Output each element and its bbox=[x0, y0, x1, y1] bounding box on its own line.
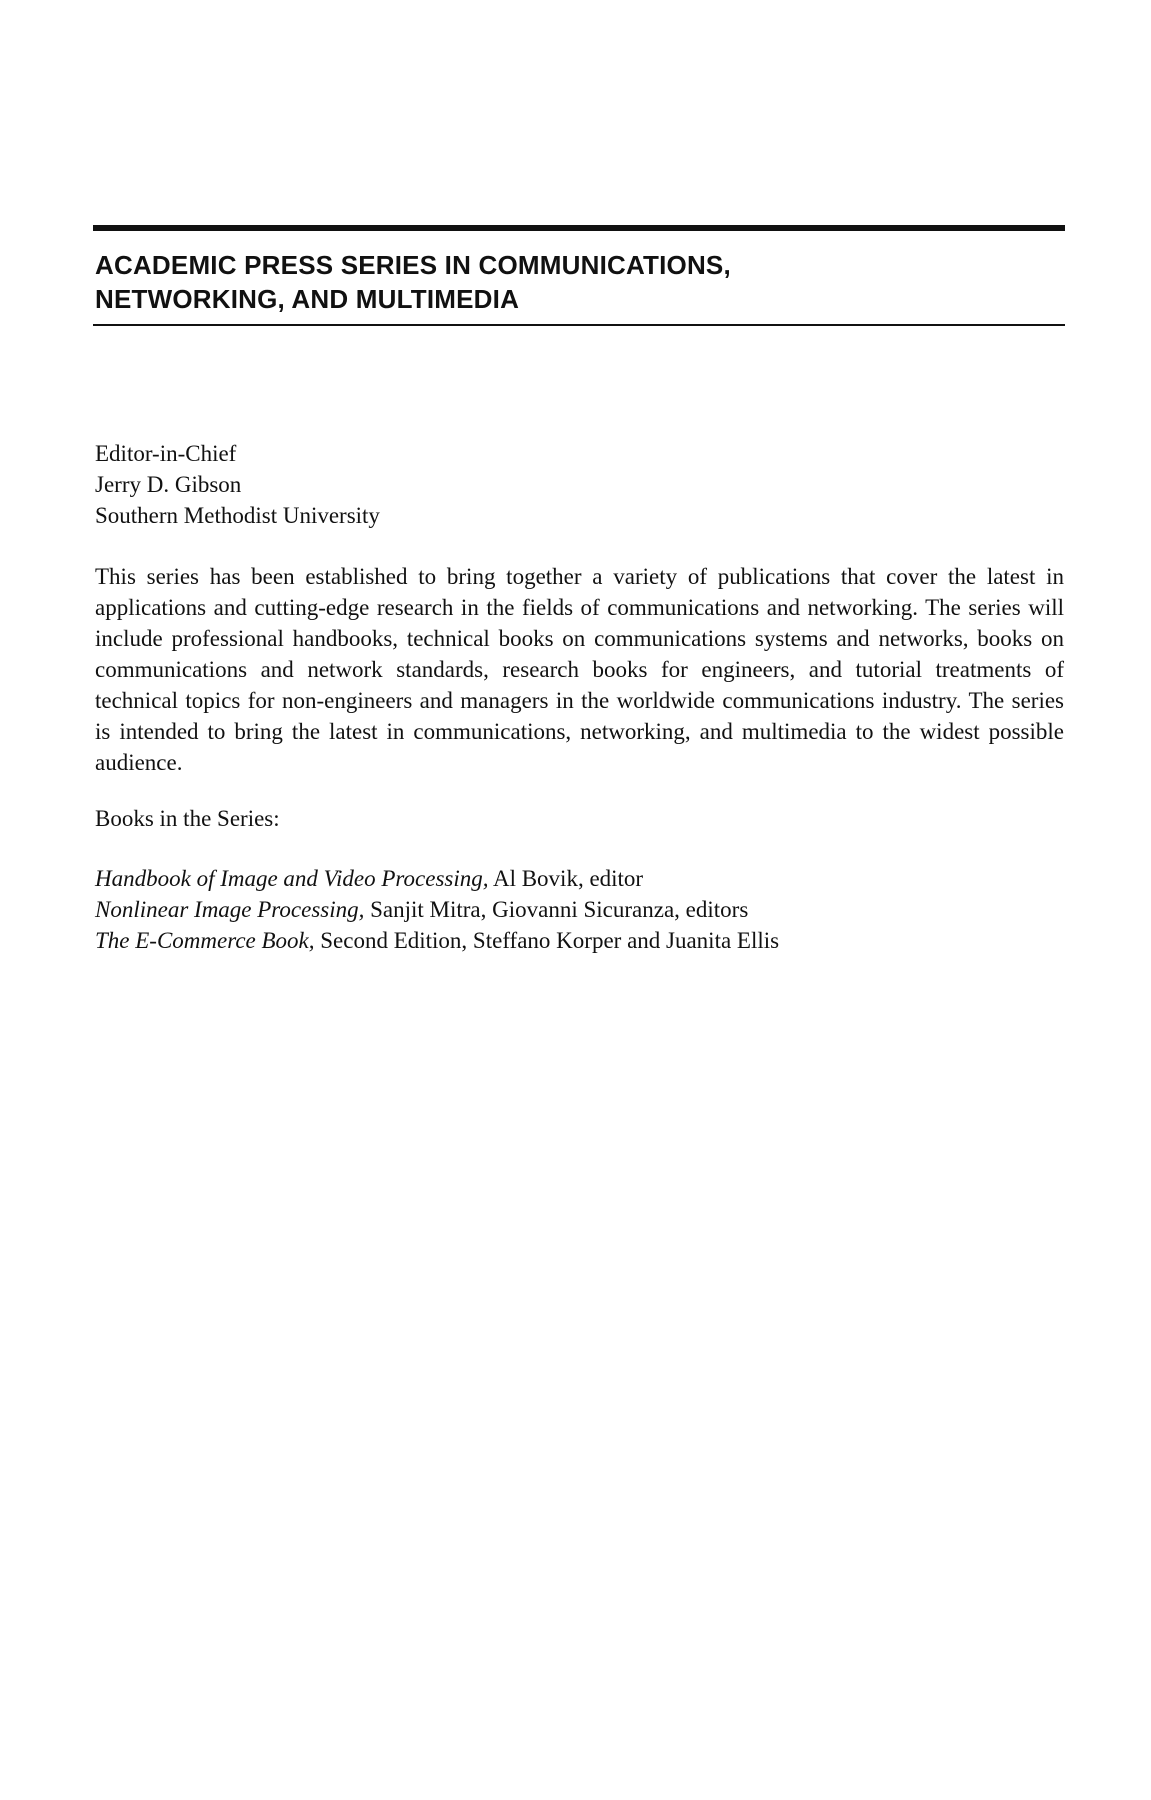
editor-block bbox=[95, 438, 695, 531]
top-rule bbox=[93, 225, 1065, 231]
book-item bbox=[95, 925, 1064, 956]
book-title: Handbook of Image and Video Processing, bbox=[95, 866, 489, 891]
book-credit: Sanjit Mitra, Giovanni Sicuranza, editors bbox=[364, 897, 749, 922]
bottom-rule bbox=[93, 324, 1065, 326]
books-heading: Books in the Series: bbox=[95, 806, 280, 831]
book-item bbox=[95, 894, 1064, 925]
book-title: The E-Commerce Book, bbox=[95, 928, 315, 953]
book-credit: Al Bovik, editor bbox=[488, 866, 644, 891]
editor-name: Jerry D. Gibson bbox=[95, 472, 242, 497]
book-title: Nonlinear Image Processing, bbox=[95, 897, 365, 922]
series-title-line-2: NETWORKING, AND MULTIMEDIA bbox=[95, 284, 520, 314]
book-list bbox=[95, 863, 1064, 956]
series-title-line-1: ACADEMIC PRESS SERIES IN COMMUNICATIONS, bbox=[95, 250, 731, 280]
editor-affiliation: Southern Methodist University bbox=[95, 503, 380, 528]
series-title bbox=[95, 248, 1065, 316]
book-item bbox=[95, 863, 1064, 894]
series-description: This series has been established to bring together a variety of publications that cover the latest in applications and cutting-edge research in the fields of communications and networking. The series will include professional handbooks, technical books on communications systems and networks, books on communications and network standards, research books for engineers, and tutorial treatments of technical topics for non-engineers and managers in the worldwide communications industry. The series is intended to bring the latest in communications, networking, and multimedia to the widest possible audience. bbox=[95, 564, 1064, 775]
book-credit: Second Edition, Steffano Korper and Juanita Ellis bbox=[314, 928, 780, 953]
editor-role: Editor-in-Chief bbox=[95, 441, 237, 466]
